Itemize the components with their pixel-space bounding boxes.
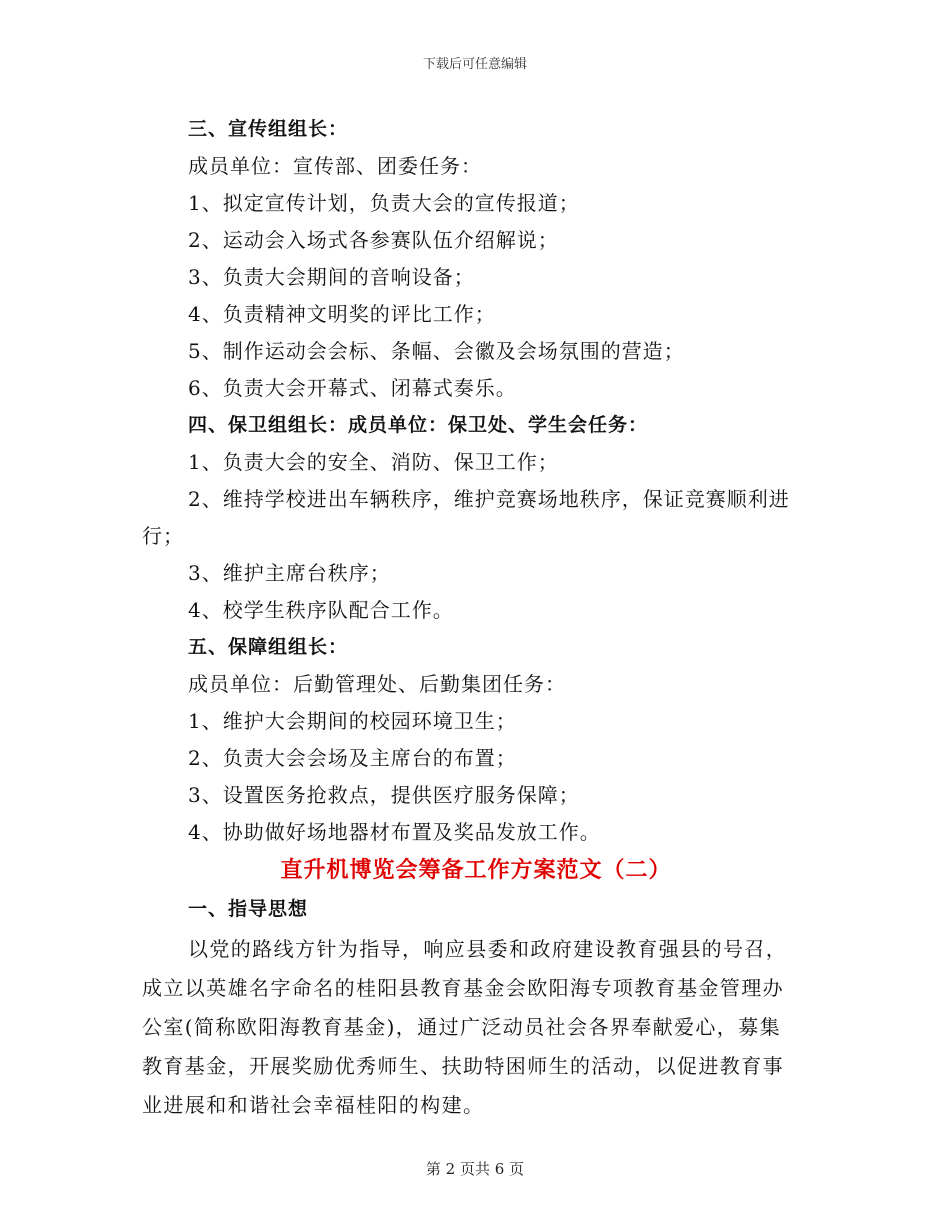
section-heading-security: 四、保卫组组长：成员单位：保卫处、学生会任务： xyxy=(188,414,649,436)
guiding-ideology-paragraph xyxy=(142,930,810,1125)
list-item: 2、负责大会会场及主席台的布置； xyxy=(188,746,517,770)
list-item: 4、负责精神文明奖的评比工作； xyxy=(188,302,496,326)
document-title: 直升机博览会筹备工作方案范文（二） xyxy=(280,858,672,883)
list-item: 1、拟定宣传计划，负责大会的宣传报道； xyxy=(188,191,580,215)
paragraph-line: 教育基金，开展奖励优秀师生、扶助特困师生的活动，以促进教育事 xyxy=(142,1054,784,1078)
list-item: 3、维护主席台秩序； xyxy=(188,561,391,585)
paragraph-line: 业进展和和谐社会幸福桂阳的构建。 xyxy=(142,1093,485,1117)
section-heading-publicity: 三、宣传组组长： xyxy=(188,118,349,140)
list-item: 2、维持学校进出车辆秩序，维护竞赛场地秩序，保证竞赛顺利进 xyxy=(188,487,790,511)
document-body xyxy=(142,111,810,1125)
list-item-continuation: 行； xyxy=(142,524,184,548)
list-item: 3、负责大会期间的音响设备； xyxy=(188,265,475,289)
section-heading-logistics: 五、保障组组长： xyxy=(188,636,349,658)
list-item: 4、校学生秩序队配合工作。 xyxy=(188,598,454,622)
paragraph-line: 以党的路线方针为指导，响应县委和政府建设教育强县的号召， xyxy=(188,937,788,961)
page-header-note: 下载后可任意编辑 xyxy=(422,57,527,72)
list-item: 1、负责大会的安全、消防、保卫工作； xyxy=(188,450,559,474)
list-item: 2、运动会入场式各参赛队伍介绍解说； xyxy=(188,228,559,252)
member-units-publicity: 成员单位：宣传部、团委任务： xyxy=(188,154,482,178)
page-footer-number: 第 2 页共 6 页 xyxy=(425,1160,525,1178)
paragraph-line: 成立以英雄名字命名的桂阳县教育基金会欧阳海专项教育基金管理办 xyxy=(142,976,784,1000)
list-item: 5、制作运动会会标、条幅、会徽及会场氛围的营造； xyxy=(188,339,685,363)
list-item: 4、协助做好场地器材布置及奖品发放工作。 xyxy=(188,820,601,844)
list-item: 3、设置医务抢救点，提供医疗服务保障； xyxy=(188,783,580,807)
paragraph-line: 公室(简称欧阳海教育基金)，通过广泛动员社会各界奉献爱心，募集 xyxy=(142,1015,782,1039)
section-heading-guiding-ideology: 一、指导思想 xyxy=(188,898,309,920)
list-item: 1、维护大会期间的校园环境卫生； xyxy=(188,709,517,733)
member-units-logistics: 成员单位：后勤管理处、后勤集团任务： xyxy=(188,672,566,696)
list-item: 6、负责大会开幕式、闭幕式奏乐。 xyxy=(188,376,517,400)
